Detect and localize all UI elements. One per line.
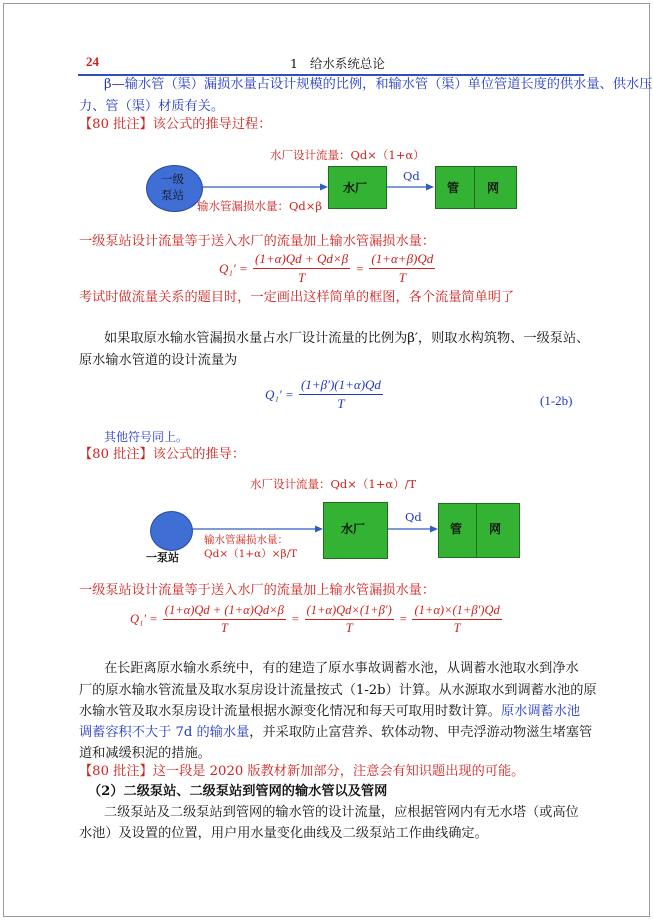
formula3-equals-2: = [398,612,408,626]
para2-line-3a: 水输水管及取水泵房设计流量根据水源变化情况和每天可取用时数计算。 [79,704,501,719]
other-symbols-note: 其他符号同上。 [104,430,189,444]
pump-station-caption: 一泵站 [146,551,179,564]
arrow-head-1 [320,184,328,191]
formula1-den-1: T [297,270,306,285]
para1-line-1: 如果取原水输水管漏损水量占水厂设计流量的比例为β′，则取水构筑物、一级泵站、 [104,331,590,346]
para2-line-1: 在长距离原水输水系统中，有的建造了原水事故调蓄水池，从调蓄水池取水到净水 [104,661,579,676]
arrow-head-2 [426,184,434,191]
formula3-den-2: T [345,621,353,635]
water-plant-label-2: 水厂 [341,522,366,536]
formula2-lhs: Q₁′ = [265,386,294,402]
para2-line-5: 道和减缓积泥的措施。 [79,746,211,761]
formula-2 [263,377,383,412]
formula1-den-2: T [398,270,406,285]
formula-3 [128,603,502,636]
pipe-network-label-1: 管 [447,181,460,195]
formula3-num-1: (1+α)Qd + (1+α)Qd×β [163,603,286,620]
diagram1-arrows [0,0,653,260]
arrow-head-4 [430,526,438,533]
water-plant-label: 水厂 [343,181,368,195]
formula3-equals-1: = [290,612,300,626]
equation-number: (1-2b) [540,393,573,408]
para2-line-3 [79,701,580,723]
annotation-1-title: 【80 批注】该公式的推导过程： [79,117,272,132]
chapter-title: 给水系统总论 [309,56,385,71]
diagram1-flow-label: Qd [403,169,420,183]
annotation-2-title: 【80 批注】该公式的推导： [79,447,246,462]
formula1-num-1: (1+α)Qd + Qd×β [253,251,350,269]
explain-1: 一级泵站设计流量等于送入水厂的流量加上输水管漏损水量： [79,234,436,249]
formula1-equals: = [355,260,365,276]
diagram2-top-label: 水厂设计流量：Qd×（1+α）/T [250,477,417,491]
formula3-lhs: Q₁′ = [130,612,158,626]
formula1-lhs: Q₁′ = [219,260,248,276]
formula2-den: T [337,396,345,411]
intro-line-1: β—输水管（渠）漏损水量占设计规模的比例，和输水管（渠）单位管道长度的供水量、供水压 [104,77,653,92]
diagram2-leak-label-1: 输水管漏损水量： [204,534,288,546]
diagram1-leak-label: 输水管漏损水量：Qd×β [197,199,323,213]
para2-line-4b: ，并采取防止富营养、软体动物、甲壳浮游动物滋生堵塞管 [249,725,593,740]
formula2-num: (1+β′)(1+α)Qd [299,377,383,395]
diagram2-leak-label-2: Qd×（1+α）×β/T [204,548,298,560]
formula3-frac-2 [305,603,394,636]
para1-line-2: 原水输水管道的设计流量为 [79,353,238,368]
pipe-network-label-2-2: 网 [489,522,502,536]
pipe-network-label-2-1: 管 [450,522,463,536]
pump-station-label-1: 一级 [161,172,184,186]
formula3-num-3: (1+α)×(1+β′)Qd [412,603,501,620]
pipe-network-label-2: 网 [487,181,500,195]
intro-line-2: 力、管（渠）材质有关。 [79,99,225,114]
formula3-frac-1 [163,603,286,636]
formula2-frac [299,377,383,412]
formula1-frac-2 [369,251,435,286]
formula3-den-1: T [220,621,228,635]
para2-line-4a: 调蓄容积不大于 7d 的输水量 [79,725,250,740]
para3-line-1: 二级泵站及二级泵站到管网的输水管的设计流量，应根据管网内有无水塔（或高位 [104,805,579,820]
formula3-num-2: (1+α)Qd×(1+β′) [305,603,394,620]
diagram2-flow-label: Qd [405,510,422,524]
formula1-frac-1 [253,251,350,286]
diagram1-top-label: 水厂设计流量：Qd×（1+α） [270,148,425,162]
section-heading: （2）二级泵站、二级泵站到管网的输水管以及管网 [88,784,388,799]
formula3-den-3: T [453,621,461,635]
explain-2: 一级泵站设计流量等于送入水厂的流量加上输水管漏损水量： [79,583,436,598]
pipe-network-divider-2 [476,504,477,557]
formula3-frac-3 [412,603,501,636]
page-number: 24 [86,54,99,69]
para3-line-2: 水池）及设置的位置，用户用水量变化曲线及二级泵站工作曲线确定。 [79,826,488,841]
pump-station-label-2: 泵站 [161,188,184,202]
arrow-head-3 [315,526,323,533]
exam-tip: 考试时做流量关系的题目时，一定画出这样简单的框图，各个流量简单明了 [79,290,515,305]
formula1-num-2: (1+α+β)Qd [369,251,435,269]
para2-line-2: 厂的原水输水管流量及取水泵房设计流量按式（1-2b）计算。从水源取水到调蓄水池的原 [79,683,597,698]
para2-line-3b: 原水调蓄水池 [501,704,581,719]
para2-line-4 [79,722,592,744]
pipe-network-divider [474,167,475,208]
annotation-3: 【80 批注】这一段是 2020 版教材新加部分，注意会有知识题出现的可能。 [79,764,525,779]
chapter-number: 1 [290,56,298,71]
formula-1 [217,251,435,286]
